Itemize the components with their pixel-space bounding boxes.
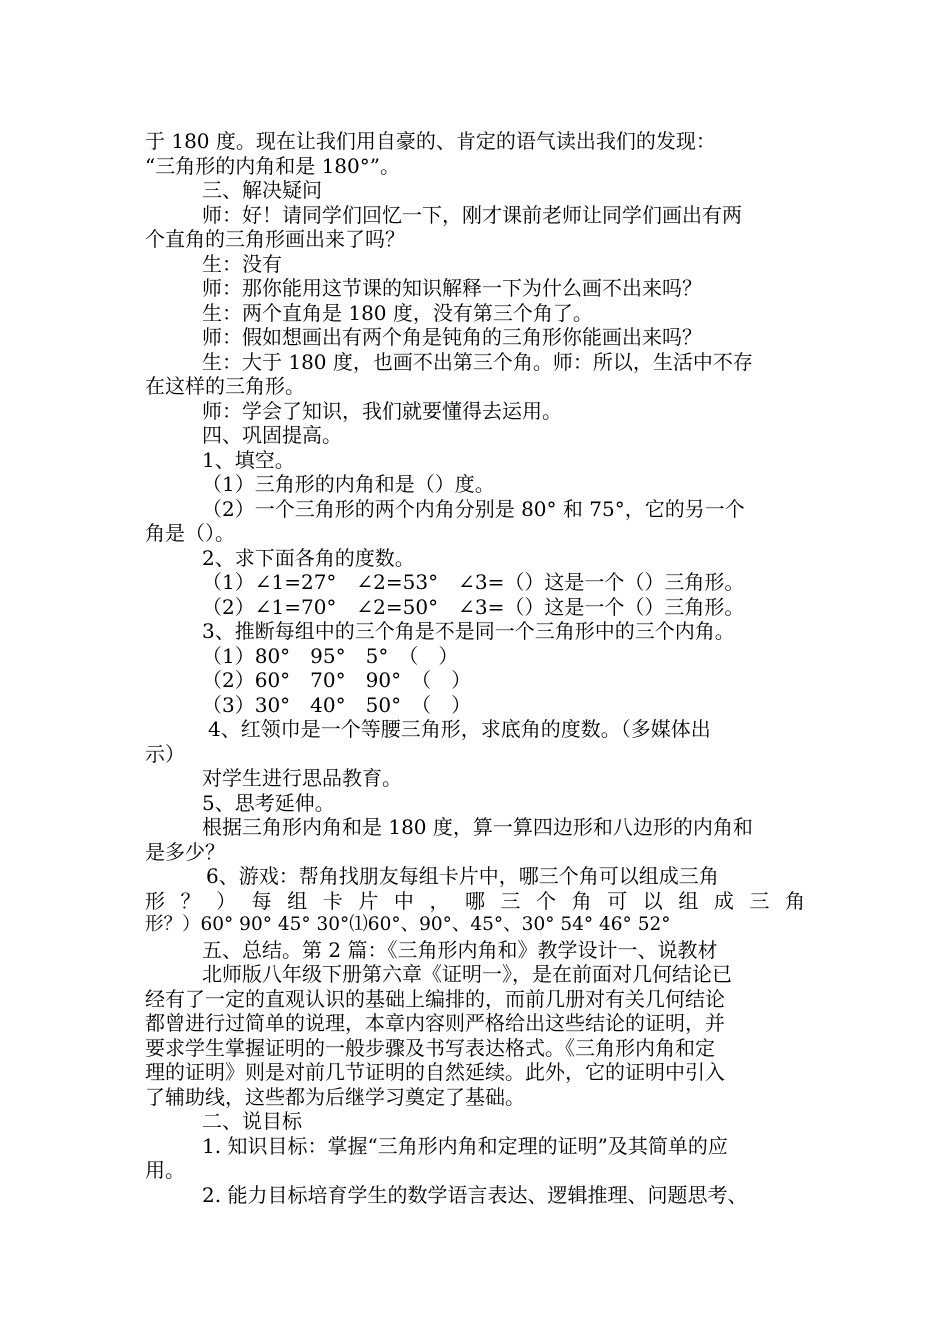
text-line: （3）30° 40° 50° （ ） [202,693,472,717]
text-line: 师：学会了知识，我们就要懂得去运用。 [202,399,562,423]
text-line: 5、思考延伸。 [202,791,335,815]
text-line: 生：大于 180 度，也画不出第三个角。师：所以，生活中不存 [202,350,753,374]
text-line: 经有了一定的直观认识的基础上编排的，而前几册对有关几何结论 [145,987,725,1011]
text-line: 于 180 度。现在让我们用自豪的、肯定的语气读出我们的发现： [145,129,716,153]
section-heading: 二、说目标 [202,1109,302,1133]
text-line: 6、游戏：帮角找朋友每组卡片中，哪三个角可以组成三角 [206,864,719,888]
text-line: 理的证明》则是对前几节证明的自然延续。此外，它的证明中引入 [145,1060,725,1084]
text-line: 都曾进行过简单的说理，本章内容则严格给出这些结论的证明，并 [145,1011,725,1035]
text-line: 五、总结。第 2 篇：《三角形内角和》教学设计一、说教材 [202,938,718,962]
text-line: （2）60° 70° 90° （ ） [202,668,472,692]
text-line: 根据三角形内角和是 180 度，算一算四边形和八边形的内角和 [202,815,753,839]
text-line: 形？）每组卡片中，哪三个角可以组成三角 [145,889,805,913]
text-line: 是多少？ [145,840,225,864]
text-line: 2. 能力目标培育学生的数学语言表达、逻辑推理、问题思考、 [202,1183,748,1207]
section-heading: 四、巩固提高。 [202,423,342,447]
text-line: 角是（）。 [145,521,235,545]
text-line: 示） [145,742,185,766]
text-line: 北师版八年级下册第六章《证明一》，是在前面对几何结论已 [202,962,732,986]
text-line: 1. 知识目标：掌握“三角形内角和定理的证明”及其简单的应 [202,1134,728,1158]
text-line: （1）三角形的内角和是（）度。 [202,472,495,496]
text-line: 用。 [145,1158,185,1182]
text-line: 个直角的三角形画出来了吗？ [145,227,405,251]
text-line: 形？）60° 90° 45° 30°⑴60°、90°、45°、30° 54° 46° 52° [145,914,671,935]
text-line: 要求学生掌握证明的一般步骤及书写表达格式。《三角形内角和定 [145,1036,715,1060]
text-line: 对学生进行思品教育。 [202,766,402,790]
text-line: 2、求下面各角的度数。 [202,546,415,570]
text-line: （1）∠1=27° ∠2=53° ∠3=（）这是一个（）三角形。 [202,570,745,594]
text-line: 4、红领巾是一个等腰三角形，求底角的度数。（多媒体出 [208,717,711,741]
text-line: 师：那你能用这节课的知识解释一下为什么画不出来吗？ [202,276,702,300]
text-line: （1）80° 95° 5° （ ） [202,644,459,668]
text-line: 1、填空。 [202,448,295,472]
text-line: 了辅助线，这些都为后继学习奠定了基础。 [145,1085,525,1109]
text-line: 师：好！请同学们回忆一下，刚才课前老师让同学们画出有两 [202,203,742,227]
text-line: （2）一个三角形的两个内角分别是 80° 和 75°，它的另一个 [202,497,745,521]
text-line: 生：没有 [202,252,282,276]
text-line: 师：假如想画出有两个角是钝角的三角形你能画出来吗？ [202,325,702,349]
text-line: 生：两个直角是 180 度，没有第三个角了。 [202,301,593,325]
text-line: 3、推断每组中的三个角是不是同一个三角形中的三个内角。 [202,619,735,643]
section-heading: 三、解决疑问 [202,178,322,202]
text-line: “三角形的内角和是 180°”。 [145,154,400,178]
text-line: （2）∠1=70° ∠2=50° ∠3=（）这是一个（）三角形。 [202,595,745,619]
text-line: 在这样的三角形。 [145,374,305,398]
